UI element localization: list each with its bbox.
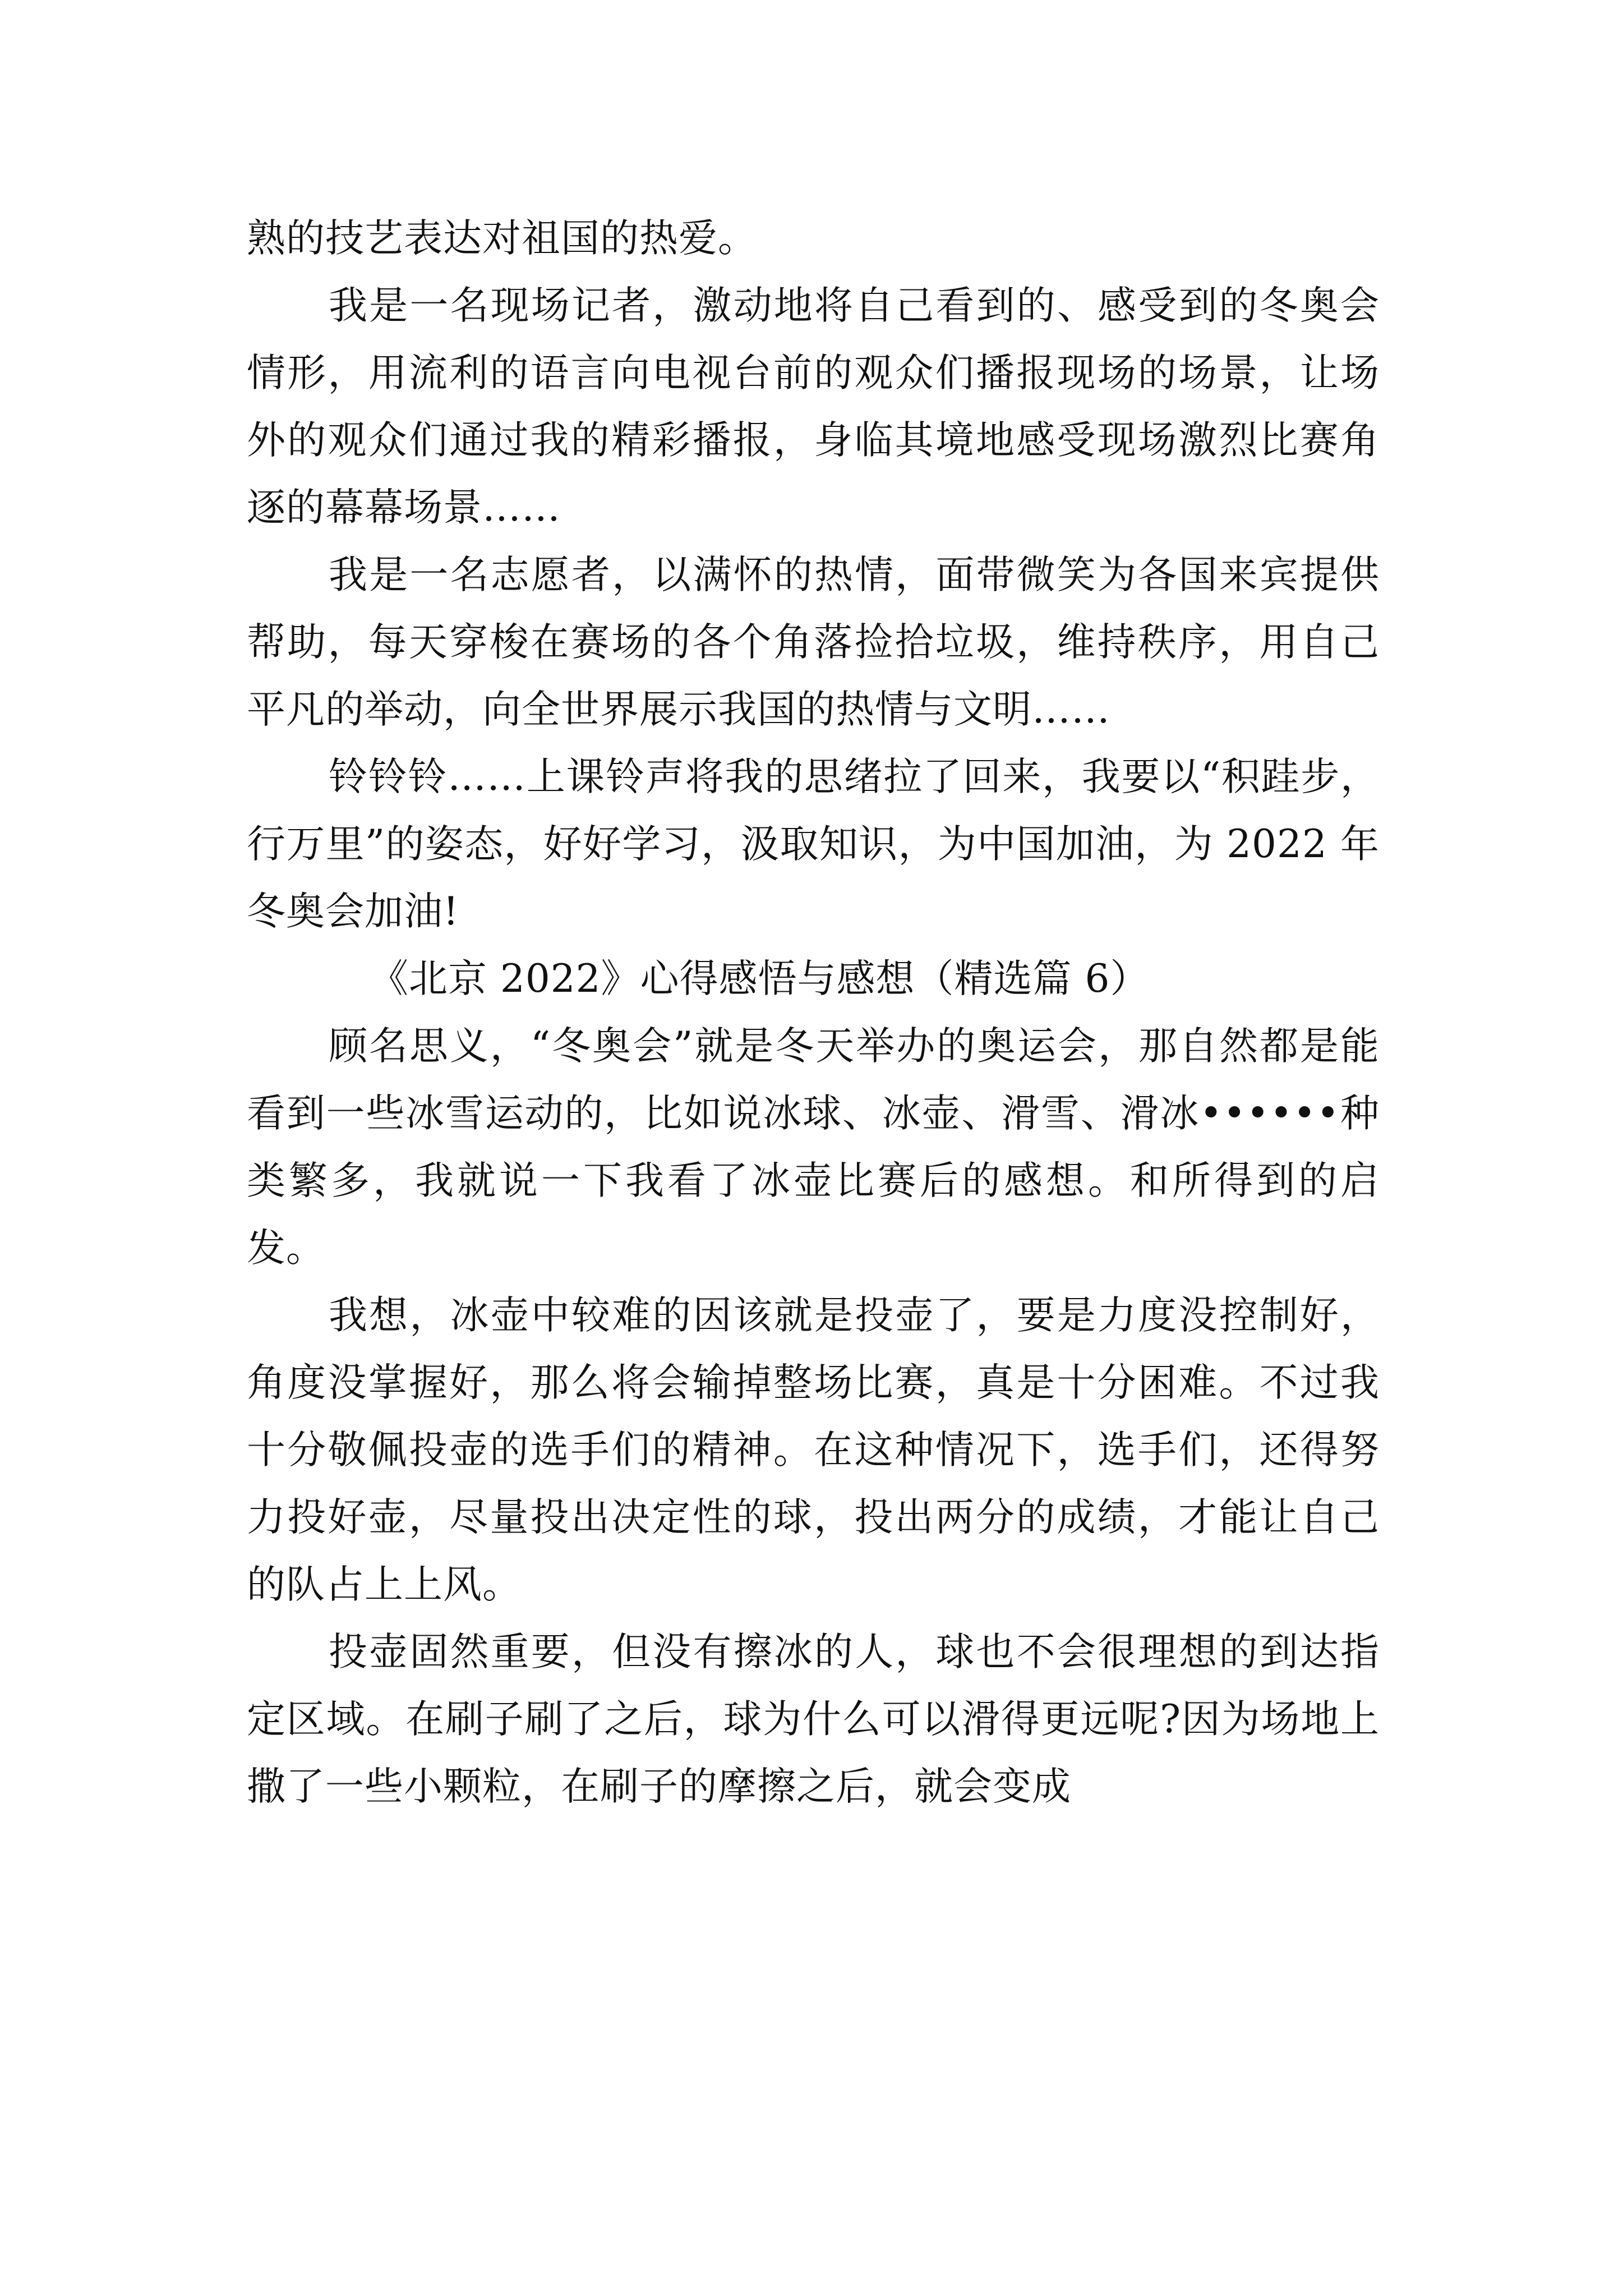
- paragraph: 我是一名志愿者，以满怀的热情，面带微笑为各国来宾提供帮助，每天穿梭在赛场的各个角落捡拾垃圾，维持秩序，用自己平凡的举动，向全世界展示我国的热情与文明……: [247, 553, 1380, 732]
- section-title: 《北京 2022》心得感悟与感想（精选篇 6）: [370, 956, 1150, 1001]
- paragraph: 我想，冰壶中较难的因该就是投壶了，要是力度没控制好，角度没掌握好，那么将会输掉整场比赛，真是十分困难。不过我十分敬佩投壶的选手们的精神。在这种情况下，选手们，还得努力投好壶，尽量投出决定性的球，投出两分的成绩，才能让自己的队占上上风。: [247, 1293, 1380, 1607]
- paragraph: 顾名思义，“冬奥会”就是冬天举办的奥运会，那自然都是能看到一些冰雪运动的，比如说冰球、冰壶、滑雪、滑冰••••••种类繁多，我就说一下我看了冰壶比赛后的感想。和所得到的启发。: [247, 1024, 1380, 1271]
- document-body: [247, 205, 1380, 1820]
- paragraph: 铃铃铃……上课铃声将我的思绪拉了回来，我要以“积跬步，行万里”的姿态，好好学习，汲取知识，为中国加油，为 2022 年冬奥会加油!: [247, 754, 1380, 934]
- paragraph: 熟的技艺表达对祖国的热爱。: [247, 216, 757, 261]
- paragraph: 投壶固然重要，但没有擦冰的人，球也不会很理想的到达指定区域。在刷子刷了之后，球为什么可以滑得更远呢?因为场地上撒了一些小颗粒，在刷子的摩擦之后，就会变成: [247, 1630, 1380, 1809]
- paragraph: 我是一名现场记者，激动地将自己看到的、感受到的冬奥会情形，用流利的语言向电视台前的观众们播报现场的场景，让场外的观众们通过我的精彩播报，身临其境地感受现场激烈比赛角逐的幕幕场景……: [247, 283, 1380, 530]
